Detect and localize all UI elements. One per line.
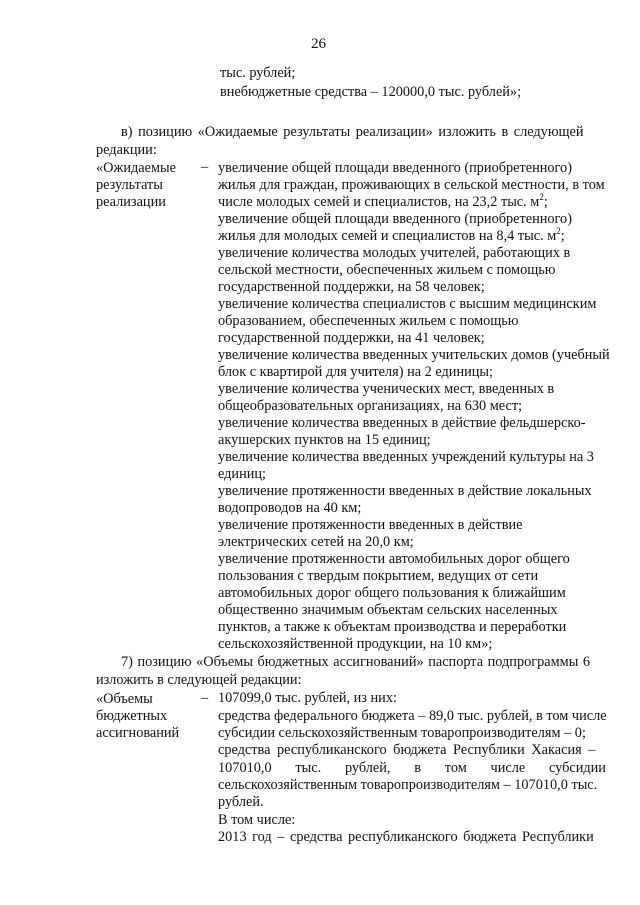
section-v-line: жилья для граждан, проживающих в сельской местности, в том xyxy=(218,177,605,193)
section-7-label-3: ассигнований xyxy=(96,725,180,741)
section-v-label-2: результаты xyxy=(96,177,163,193)
section-v-line: сельскохозяйственной продукции, на 10 км»; xyxy=(218,636,493,652)
section-7-line: средства федерального бюджета – 89,0 тыс. рублей, в том числе xyxy=(218,708,607,724)
word: в xyxy=(414,760,422,776)
top-line-2: внебюджетные средства – 120000,0 тыс. рублей»; xyxy=(220,84,522,100)
section-v-line: образованием, обеспеченных жильем с помощью xyxy=(218,313,519,329)
word: 107010,0 xyxy=(218,760,272,776)
section-v-line: увеличение протяженности введенных в действие локальных xyxy=(218,483,592,499)
section-7-line: рублей. xyxy=(218,794,264,810)
section-v-line: пунктов, а также к объектам производства и переработки xyxy=(218,619,567,635)
section-v-dash: – xyxy=(201,159,209,175)
section-v-line: числе молодых семей и специалистов, на 23,2 тыс. $м^2$; xyxy=(218,192,548,210)
section-7-label-1: «Объемы xyxy=(96,691,153,707)
section-v-label-1: «Ожидаемые xyxy=(96,160,176,176)
section-v-line: сельской местности, обеспеченных жильем с помощью xyxy=(218,262,556,278)
section-7-dash: – xyxy=(201,690,209,706)
word: рублей, xyxy=(344,760,391,776)
section-v-line: увеличение количества введенных в действие фельдшерско- xyxy=(218,415,586,431)
page-number: 26 xyxy=(311,36,326,52)
word: том xyxy=(444,760,467,776)
word: тыс. xyxy=(295,760,322,776)
section-v-line: жилья для молодых семей и специалистов на 8,4 тыс. $м^2$; xyxy=(218,226,565,244)
section-v-label-3: реализации xyxy=(96,194,166,210)
section-7-line: сельскохозяйственным товаропроизводителям – 107010,0 тыс. xyxy=(218,777,598,793)
section-7-line-justified xyxy=(218,760,606,777)
section-v-line: государственной поддержки, на 41 человек; xyxy=(218,330,485,346)
section-v-line: увеличение количества введенных учреждений культуры на 3 xyxy=(218,449,594,465)
superscript: 2 xyxy=(539,192,544,203)
section-v-line: общеобразовательных организациях, на 630 мест; xyxy=(218,398,523,414)
section-v-line: электрических сетей на 20,0 км; xyxy=(218,534,414,550)
section-v-line: увеличение общей площади введенного (приобретенного) xyxy=(218,160,572,176)
section-7-line: 2013 год – средства республиканского бюджета Республики xyxy=(218,829,594,845)
section-v-line: увеличение количества введенных учительских домов (учебный xyxy=(218,347,610,363)
superscript: 2 xyxy=(556,226,561,237)
section-v-line: автомобильных дорог общего пользования к ближайшим xyxy=(218,585,566,601)
section-v-line: увеличение общей площади введенного (приобретенного) xyxy=(218,211,572,227)
section-7-line: субсидии сельскохозяйственным товаропроизводителям – 0; xyxy=(218,725,586,741)
section-v-intro-cont: редакции: xyxy=(96,142,157,158)
section-v-line: пользования с твердым покрытием, ведущих от сети xyxy=(218,568,539,584)
section-v-line: увеличение количества молодых учителей, работающих в xyxy=(218,245,571,261)
section-v-line: единиц; xyxy=(218,466,267,482)
section-v-line: государственной поддержки, на 58 человек; xyxy=(218,279,485,295)
word: числе xyxy=(490,760,526,776)
section-v-line: увеличение количества ученических мест, введенных в xyxy=(218,381,555,397)
section-v-intro: в) позицию «Ожидаемые результаты реализации» изложить в следующей xyxy=(121,124,584,140)
section-v-line: водопроводов на 40 км; xyxy=(218,500,362,516)
section-v-line: акушерских пунктов на 15 единиц; xyxy=(218,432,431,448)
section-v-line: увеличение протяженности введенных в действие xyxy=(218,517,523,533)
section-7-intro-cont: изложить в следующей редакции: xyxy=(96,672,302,688)
section-v-line: увеличение протяженности автомобильных дорог общего xyxy=(218,551,570,567)
section-7-label-2: бюджетных xyxy=(96,708,168,724)
top-line-1: тыс. рублей; xyxy=(220,65,296,81)
word: субсидии xyxy=(548,760,606,776)
section-7-line: 107099,0 тыс. рублей, из них: xyxy=(218,690,397,706)
section-7-line: В том числе: xyxy=(218,812,296,828)
section-v-line: блок с квартирой для учителя) на 2 единицы; xyxy=(218,364,493,380)
section-v-line: увеличение количества специалистов с высшим медицинским xyxy=(218,296,597,312)
section-v-line: общественно значимым объектам сельских населенных xyxy=(218,602,558,618)
section-7-intro: 7) позицию «Объемы бюджетных ассигнований» паспорта подпрограммы 6 xyxy=(121,654,591,670)
section-7-line: средства республиканского бюджета Республики Хакасия – xyxy=(218,742,596,758)
